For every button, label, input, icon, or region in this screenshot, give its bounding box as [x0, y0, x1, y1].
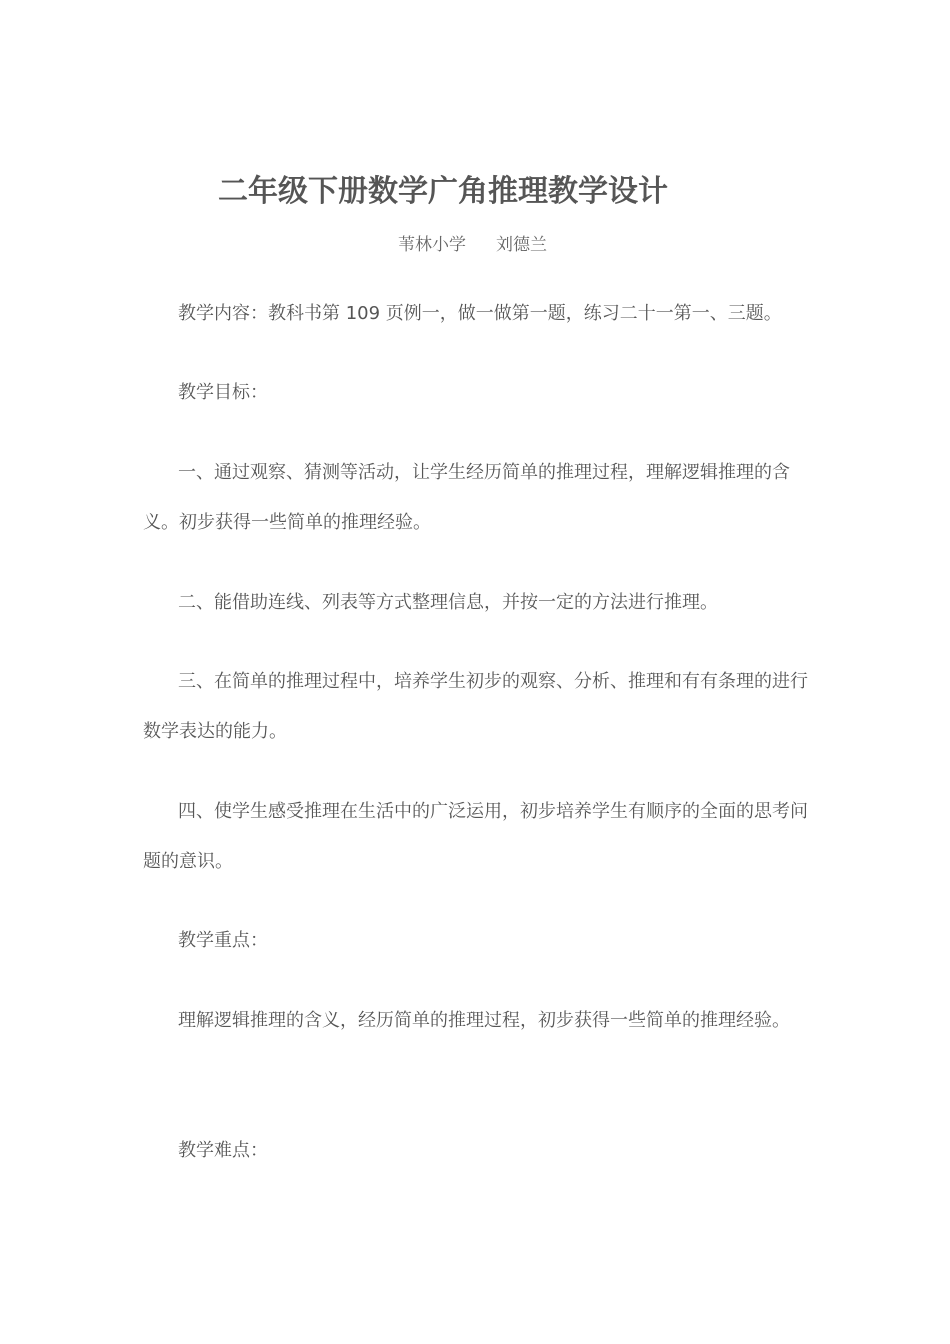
document-title: 二年级下册数学广角推理教学设计 — [218, 174, 668, 209]
heading-teaching-goals: 教学目标： — [178, 382, 268, 403]
goal-item-3: 三、在简单的推理过程中，培养学生初步的观察、分析、推理和有有条理的进行数学表达的能力。 — [143, 671, 808, 742]
author-name: 刘德兰 — [496, 235, 547, 255]
goal-item-4: 四、使学生感受推理在生活中的广泛运用，初步培养学生有顺序的全面的思考问题的意识。 — [143, 801, 808, 872]
heading-difficult-points: 教学难点： — [178, 1140, 268, 1161]
goal-item-2: 二、能借助连线、列表等方式整理信息，并按一定的方法进行推理。 — [178, 592, 718, 613]
paragraph-teaching-content: 教学内容：教科书第 109 页例一，做一做第一题，练习二十一第一、三题。 — [178, 303, 782, 324]
goal-item-1: 一、通过观察、猜测等活动，让学生经历简单的推理过程，理解逻辑推理的含义。初步获得一些简单的推理经验。 — [143, 462, 790, 533]
byline — [398, 232, 547, 258]
heading-key-points: 教学重点： — [178, 930, 268, 951]
school-name: 苇林小学 — [398, 235, 466, 255]
paragraph-key-points: 理解逻辑推理的含义，经历简单的推理过程，初步获得一些简单的推理经验。 — [178, 1010, 790, 1031]
